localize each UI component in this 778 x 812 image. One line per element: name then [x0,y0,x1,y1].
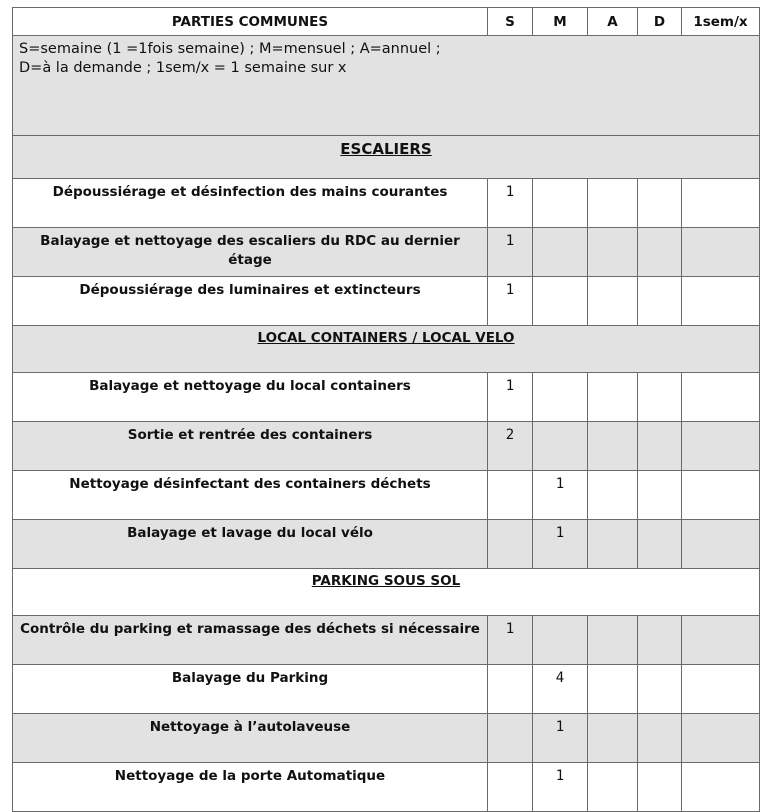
value-m [533,373,588,422]
legend-row [13,36,760,136]
value-s: 1 [488,373,533,422]
table-row [13,277,760,326]
value-m [533,277,588,326]
value-d [638,763,682,812]
value-a [588,277,638,326]
task-label: Balayage et nettoyage des escaliers du RDC au dernier étage [13,228,488,277]
value-a [588,422,638,471]
task-label: Sortie et rentrée des containers [13,422,488,471]
value-1semx [682,471,760,520]
legend-line-2: D=à la demande ; 1sem/x = 1 semaine sur x [19,60,347,76]
value-m [533,179,588,228]
value-1semx [682,520,760,569]
header-col-m: M [533,8,588,36]
section-heading-escaliers [13,136,760,179]
value-s [488,665,533,714]
cleaning-schedule-table [12,7,760,812]
value-m [533,422,588,471]
task-label: Dépoussiérage des luminaires et extincteurs [13,277,488,326]
value-m: 1 [533,471,588,520]
task-label: Balayage et nettoyage du local containers [13,373,488,422]
table-row [13,763,760,812]
value-s [488,520,533,569]
section-title: PARKING SOUS SOL [311,573,461,589]
value-s [488,714,533,763]
value-s [488,763,533,812]
value-a [588,228,638,277]
value-d [638,665,682,714]
value-s: 1 [488,277,533,326]
section-title: LOCAL CONTAINERS / LOCAL VELO [257,330,515,346]
value-s: 1 [488,228,533,277]
value-d [638,277,682,326]
value-d [638,373,682,422]
section-heading-parking [13,569,760,616]
header-col-d: D [638,8,682,36]
section-title: ESCALIERS [340,140,432,158]
value-m: 4 [533,665,588,714]
value-s: 1 [488,179,533,228]
value-d [638,228,682,277]
value-a [588,616,638,665]
value-m: 1 [533,763,588,812]
value-m: 1 [533,520,588,569]
value-a [588,665,638,714]
value-1semx [682,179,760,228]
value-1semx [682,228,760,277]
table-row [13,714,760,763]
value-s: 2 [488,422,533,471]
legend-text [13,36,760,136]
header-col-1semx: 1sem/x [682,8,760,36]
value-1semx [682,422,760,471]
value-d [638,471,682,520]
header-title: PARTIES COMMUNES [13,8,488,36]
value-m: 1 [533,714,588,763]
table-row [13,228,760,277]
value-a [588,714,638,763]
value-d [638,520,682,569]
table-row [13,179,760,228]
table-row [13,373,760,422]
value-a [588,763,638,812]
table-row [13,471,760,520]
task-label: Nettoyage à l’autolaveuse [13,714,488,763]
value-s: 1 [488,616,533,665]
task-label: Dépoussiérage et désinfection des mains courantes [13,179,488,228]
legend-line-1: S=semaine (1 =1fois semaine) ; M=mensuel ; A=annuel ; [19,41,441,57]
task-label: Balayage du Parking [13,665,488,714]
header-col-a: A [588,8,638,36]
header-row [13,8,760,36]
value-m [533,616,588,665]
task-label: Nettoyage désinfectant des containers déchets [13,471,488,520]
table-row [13,422,760,471]
value-a [588,179,638,228]
task-label: Nettoyage de la porte Automatique [13,763,488,812]
value-1semx [682,714,760,763]
header-col-s: S [488,8,533,36]
value-a [588,471,638,520]
value-1semx [682,665,760,714]
value-1semx [682,763,760,812]
table-row [13,616,760,665]
value-s [488,471,533,520]
value-a [588,520,638,569]
value-a [588,373,638,422]
value-1semx [682,616,760,665]
table-row [13,665,760,714]
section-heading-local-containers [13,326,760,373]
value-d [638,616,682,665]
table-row [13,520,760,569]
task-label: Balayage et lavage du local vélo [13,520,488,569]
value-d [638,714,682,763]
value-1semx [682,373,760,422]
task-label: Contrôle du parking et ramassage des déchets si nécessaire [13,616,488,665]
value-m [533,228,588,277]
value-1semx [682,277,760,326]
value-d [638,422,682,471]
value-d [638,179,682,228]
